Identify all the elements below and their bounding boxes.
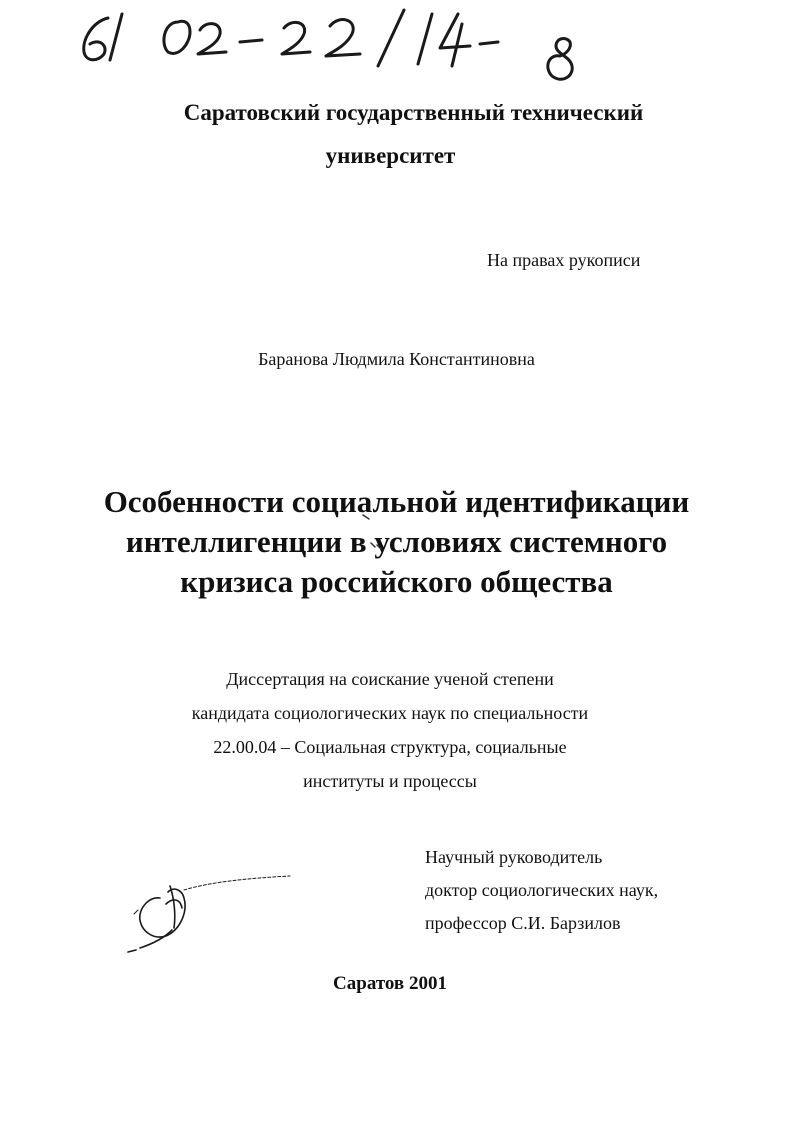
handwritten-archive-code xyxy=(0,0,793,110)
description-line: кандидата социологических наук по специальности xyxy=(191,703,589,723)
supervisor-line: Научный руководитель xyxy=(425,847,603,867)
author-name: Баранова Людмила Константиновна xyxy=(258,349,535,369)
svg-text:61 02- 22/14- 8: 61 02- 22/14- 8 xyxy=(0,0,7,1)
description-line: Диссертация на соискание ученой степени xyxy=(226,669,554,689)
description-line: 22.00.04 – Социальная структура, социальные xyxy=(213,737,567,757)
title-line: Особенности социальной идентификации xyxy=(103,484,690,519)
stray-pen-mark xyxy=(353,495,413,555)
university-name-line1: Саратовский государственный технический xyxy=(183,100,644,125)
university-name-line2: университет xyxy=(325,143,456,168)
city-and-year: Саратов 2001 xyxy=(333,973,447,994)
supervisor-line: доктор социологических наук, xyxy=(425,880,659,900)
title-line: кризиса российского общества xyxy=(180,564,613,599)
supervisor-line: профессор С.И. Барзилов xyxy=(425,913,621,933)
scientific-supervisor xyxy=(425,841,658,940)
description-line: институты и процессы xyxy=(303,771,477,791)
manuscript-rights-note: На правах рукописи xyxy=(487,250,641,270)
title-line: интеллигенции в условиях системного xyxy=(125,524,668,559)
signature-image xyxy=(110,868,320,958)
dissertation-description xyxy=(0,662,780,798)
